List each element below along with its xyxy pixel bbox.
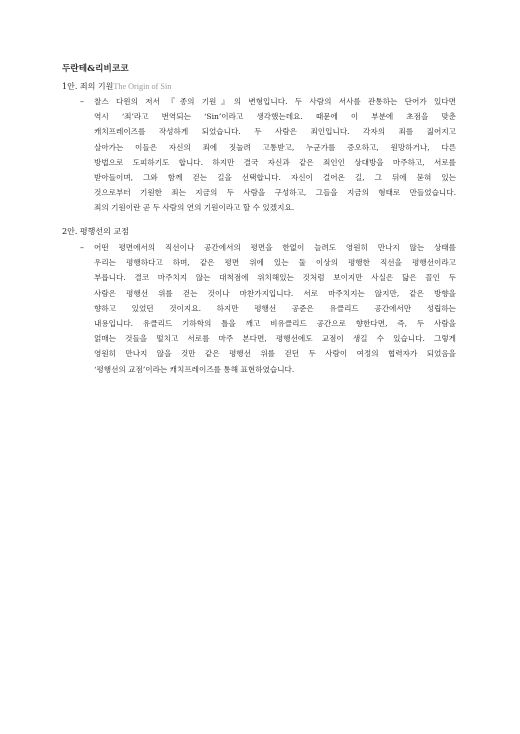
paragraph-line: 사람은 평행선 위를 걷는 것이나 마찬가지입니다. 서로 마주치지는 않지만, 같은 방향을 <box>94 288 456 298</box>
paragraph-line: 우리는 평행하다고 하며, 같은 평면 위에 있는 둘 이상의 평행한 직선을 평행선이라고 <box>94 258 456 268</box>
paragraph-line: 죄의 기원이란 곧 두 사람의 연의 기원이라고 할 수 있겠지요. <box>94 203 295 213</box>
paragraph-line: 부릅니다. 결코 마주치지 않는 대척점에 위치해있는 것처럼 보이지만 사실은 닮은 꼴인 두 <box>94 273 456 283</box>
section-1-paragraph <box>94 94 456 216</box>
section-heading-2 <box>62 226 129 237</box>
section-heading-2-korean: 2안. 평행선의 교점 <box>62 227 129 236</box>
paragraph-line: 살아가는 이들은 자신의 죄에 짓눌려 고통받고, 누군가를 증오하고, 원망하거나, 다른 <box>94 142 456 152</box>
section-heading-1-english: The Origin of Sin <box>113 82 172 91</box>
paragraph-line: 찰스 다윈의 저서 『종의 기원』의 변형입니다. 두 사람의 서사를 관통하는 단어가 있다면 <box>94 97 456 106</box>
paragraph-line: 내용입니다. 유클리드 기하학의 틀을 깨고 비유클리드 공간으로 향한다면, 즉, 두 사람을 <box>94 318 456 328</box>
section-1-bullet: – <box>80 97 84 106</box>
paragraph-line: 캐치프레이즈를 작성하게 되었습니다. 두 사람은 죄인입니다. 각자의 죄를 짊어지고 <box>94 127 456 137</box>
paragraph-line: 방법으로 도피하기도 합니다. 하지만 결국 자신과 같은 죄인인 상대방을 마주하고, 서로를 <box>94 157 456 167</box>
section-heading-1 <box>62 81 171 92</box>
paragraph-line: 향하고 있었던 것이지요. 하지만 평행선 공준은 유클리드 공간에서만 성립하는 <box>94 303 456 313</box>
section-heading-1-korean: 1안. 죄의 기원 <box>62 82 114 91</box>
paragraph-line: 받아들이며, 그와 함께 걷는 길을 선택합니다. 자신이 걸어온 길, 그 뒤에 묻혀 있는 <box>94 172 456 182</box>
paragraph-line: 얽매는 것들을 떨치고 서로를 마주 본다면, 평행선에도 교점이 생길 수 있습니다. 그렇게 <box>94 334 456 344</box>
paragraph-line: ‘평행선의 교점’이라는 캐치프레이즈를 통해 표현하였습니다. <box>94 364 295 374</box>
paragraph-line: 것으로부터 기원한 죄는 지금의 두 사람을 구성하고, 그들을 지금의 형태로 만들었습니다. <box>94 188 456 198</box>
paragraph-line: 어떤 평면에서의 직선이나 공간에서의 평면을 한없이 늘려도 영원히 만나지 않는 상태를 <box>94 243 456 252</box>
document-title: 두란테&리비코코 <box>62 64 129 74</box>
paragraph-line: 영원히 만나지 않을 것만 같은 평행선 위를 걷던 두 사람이 여정의 협력자가 되었음을 <box>94 349 456 359</box>
paragraph-line: 역시 ‘죄’라고 번역되는 ‘Sin’이라고 생각했는데요. 때문에 이 부분에 초점을 맞춘 <box>94 112 456 122</box>
section-2-bullet: – <box>80 243 84 252</box>
section-2-paragraph <box>94 240 456 377</box>
